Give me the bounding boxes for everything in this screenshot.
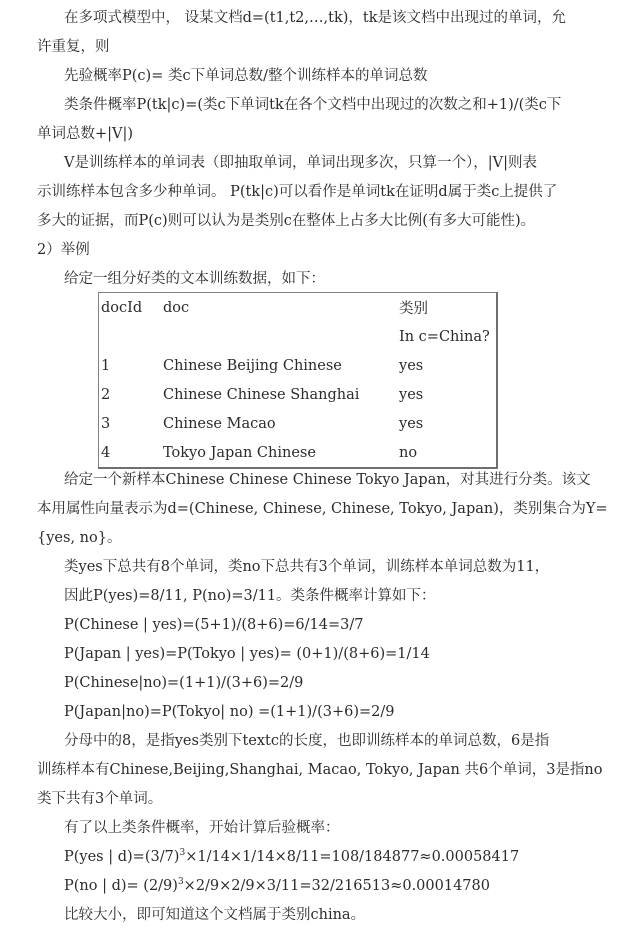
cell-docid: 3 bbox=[101, 415, 111, 432]
section-heading: 2）举例 bbox=[37, 242, 90, 258]
subheader-china: In c=China? bbox=[399, 328, 490, 345]
paragraph-line: 示训练样本包含多少种单词。 P(tk|c)可以看作是单词tk在证明d属于类c上提供了 bbox=[37, 184, 558, 200]
table-row bbox=[99, 409, 498, 438]
paragraph-line: 类下共有3个单词。 bbox=[37, 791, 163, 807]
training-data-table bbox=[98, 292, 498, 469]
cell-doc: Chinese Beijing Chinese bbox=[163, 357, 342, 374]
cell-class: yes bbox=[399, 386, 424, 403]
header-class: 类别 bbox=[399, 301, 428, 317]
table-subheader-row bbox=[99, 322, 498, 351]
table-header-row bbox=[99, 293, 498, 323]
cell-docid: 2 bbox=[101, 386, 111, 403]
cell-doc: Chinese Macao bbox=[163, 415, 276, 432]
paragraph-line: 许重复，则 bbox=[37, 39, 110, 55]
paragraph-line: 在多项式模型中， 设某文档d=(t1,t2,…,tk)，tk是该文档中出现过的单词，允 bbox=[64, 10, 567, 26]
paragraph-line: 类yes下总共有8个单词，类no下总共有3个单词，训练样本单词总数为11， bbox=[64, 559, 550, 575]
formula-line: P(Chinese|no)=(1+1)/(3+6)=2/9 bbox=[64, 675, 304, 691]
paragraph-line: V是训练样本的单词表（即抽取单词，单词出现多次，只算一个），|V|则表 bbox=[64, 155, 537, 171]
posterior-no-formula: P(no | $d)= (2/9)^3\times 2/9\times 2/9\times 3/11=32/216513\approx 0.00014780$ bbox=[64, 877, 490, 894]
table-row bbox=[99, 438, 498, 468]
paragraph-line: 先验概率P(c)= 类c下单词总数/整个训练样本的单词总数 bbox=[64, 68, 428, 84]
posterior-yes-formula: P(yes | $d)=(3/7)^3\times 1/14\times 1/14\times 8/11=108/184877\approx 0.00058417$ bbox=[64, 848, 520, 865]
cell-doc: Tokyo Japan Chinese bbox=[163, 444, 316, 461]
cell-class: yes bbox=[399, 415, 424, 432]
formula-line: P(Chinese | yes)=(5+1)/(8+6)=6/14=3/7 bbox=[64, 617, 364, 633]
cell-class: yes bbox=[399, 357, 424, 374]
paragraph-line: 多大的证据，而P(c)则可以认为是类别c在整体上占多大比例(有多大可能性)。 bbox=[37, 213, 536, 229]
paragraph-line: 给定一个新样本Chinese Chinese Chinese Tokyo Japan，对其进行分类。该文 bbox=[64, 472, 591, 488]
paragraph-line: 训练样本有Chinese,Beijing,Shanghai, Macao, Tokyo, Japan 共6个单词，3是指no bbox=[37, 762, 603, 778]
cell-docid: 4 bbox=[101, 444, 111, 461]
paragraph-line: 有了以上类条件概率，开始计算后验概率： bbox=[64, 820, 340, 836]
formula-line: P(Japan|no)=P(Tokyo| no) =(1+1)/(3+6)=2/9 bbox=[64, 704, 395, 720]
paragraph-line: {yes, no}。 bbox=[37, 530, 122, 546]
paragraph-line: 分母中的8，是指yes类别下textc的长度，也即训练样本的单词总数，6是指 bbox=[64, 733, 550, 749]
table-row bbox=[99, 380, 498, 409]
cell-doc: Chinese Chinese Shanghai bbox=[163, 386, 360, 403]
header-doc: doc bbox=[163, 299, 190, 316]
paragraph-line: 类条件概率P(tk|c)=(类c下单词tk在各个文档中出现过的次数之和+1)/(类c下 bbox=[64, 97, 562, 113]
cell-docid: 1 bbox=[101, 357, 111, 374]
paragraph-line: 单词总数+|V|) bbox=[37, 126, 134, 142]
paragraph-line: 本用属性向量表示为d=(Chinese, Chinese, Chinese, Tokyo, Japan)，类别集合为Y= bbox=[37, 501, 608, 517]
conclusion-line: 比较大小，即可知道这个文档属于类别china。 bbox=[64, 907, 366, 923]
paragraph-line: 给定一组分好类的文本训练数据，如下： bbox=[64, 271, 325, 287]
cell-class: no bbox=[399, 444, 418, 461]
table-row bbox=[99, 351, 498, 380]
header-docid: docId bbox=[101, 299, 143, 316]
formula-line: P(Japan | yes)=P(Tokyo | yes)= (0+1)/(8+6)=1/14 bbox=[64, 646, 430, 662]
paragraph-line: 因此P(yes)=8/11, P(no)=3/11。类条件概率计算如下： bbox=[64, 588, 436, 604]
